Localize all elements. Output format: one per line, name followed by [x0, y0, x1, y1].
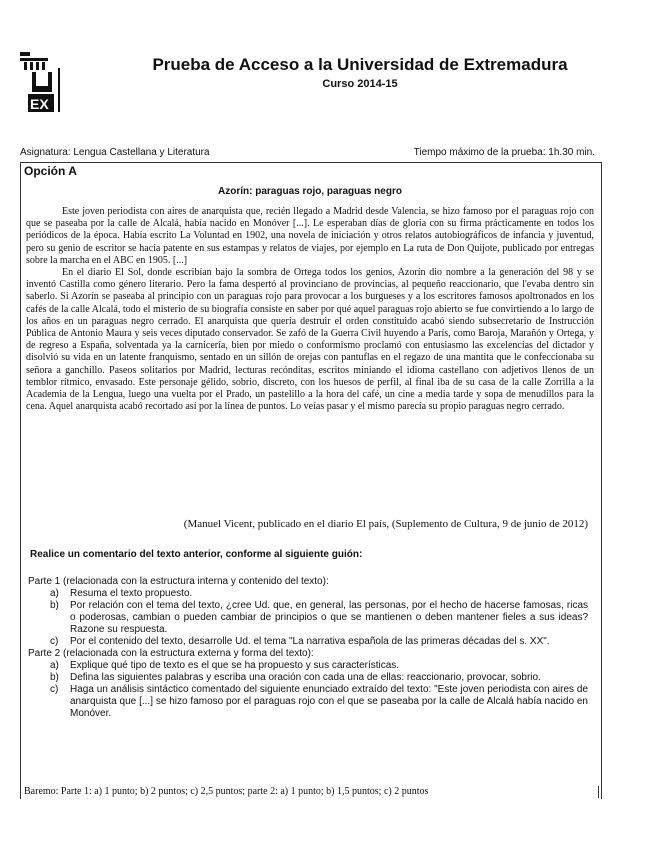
uex-logo	[18, 48, 78, 118]
item-label: b)	[50, 672, 59, 683]
item-label: c)	[50, 684, 59, 695]
item-text: Por relación con el tema del texto, ¿cree Ud. que, en general, las personas, por el hecho de hacerse famosas, ricas o poderosas, cambian o pueden cambiar de principios o que se mantienen o deben mantener fieles a sus ideas? Razone su respuesta.	[70, 600, 588, 635]
instruction: Realice un comentario del texto anterior, conforme al siguiente guión:	[30, 549, 363, 560]
uex-logo-icon	[18, 48, 78, 118]
article-body	[26, 206, 594, 413]
svg-text:EX: EX	[30, 96, 49, 112]
item-text: Defina las siguientes palabras y escriba una oración con cada una de ellas: reaccionario, provocar, sobrio.	[70, 672, 541, 683]
item-text: Haga un análisis sintáctico comentado del siguiente enunciado extraído del texto: "Este joven periodista con aires de anarquista que [...] se hizo famoso por el paraguas rojo con el que se paseaba por la calle de Alcalá había nacido en Monóver.	[70, 684, 588, 719]
item-label: c)	[50, 636, 59, 647]
page-title: Prueba de Acceso a la Universidad de Extremadura	[152, 55, 568, 74]
guide	[28, 576, 588, 720]
option-label: Opción A	[24, 164, 77, 178]
item-label: a)	[50, 660, 59, 671]
paragraph: Este joven periodista con aires de anarquista que, recién llegado a Madrid desde Valencia, se hizo famoso por el paraguas rojo con que se paseaba por la calle de Alcalá, había nacido en Monóver [...]. Le esperaban días de gloria con su firma prácticamente en todos los periódicos de la época. Había escrito La Voluntad en 1902, una novela de iniciación y otros relatos autobiográficos de infancia y juventud, pero su genio de escritor se hacía patente en sus estampas y relatos de viajes, por ejemplo en La ruta de Don Quijote, publicado por entregas sobre la marcha en el ABC en 1905. [...]	[26, 206, 594, 266]
list-item	[28, 684, 588, 720]
item-label: a)	[50, 588, 59, 599]
frame-tick	[598, 786, 599, 798]
subject-label: Asignatura: Lengua Castellana y Literatura	[20, 147, 210, 158]
list-item	[28, 588, 588, 600]
part2-heading: Parte 2 (relacionada con la estructura externa y forma del texto):	[28, 648, 314, 659]
part1-heading: Parte 1 (relacionada con la estructura interna y contenido del texto):	[28, 576, 329, 587]
paragraph: En el diario El Sol, donde escribían bajo la sombra de Ortega todos los genios, Azorín dio nombre a la generación del 98 y se inventó Castilla como género literario. Pero la fama despertó al provinciano de provincias, al pequeño reaccionario, que l'evaba dentro sin saberlo. Si Azorín se paseaba al principio con un paraguas rojo para provocar a los burgueses y a los escritores famosos apoltronados en los cafés de la calle Alcalá, todo el misterio de su biografía consiste en saber por qué aquel paraguas rojo abierto se fue convirtiendo a lo largo de los años en un paraguas negro cerrado. El anarquista que quería destruir el orden constituido acabó siendo subsecretario de Instrucción Pública de Antonio Maura y seis veces diputado conservador. Se zafó de la Guerra Civil huyendo a París, como Baroja, Marañón y Ortega, y de regreso a España, solventada ya la carnicería, bien por miedo o conformismo proclamó con entusiasmo las excelencias del dictador y disolvió su vida en un latente franquismo, sentado en un sillón de orejas con pantuflas en el regazo de una mantita que le confeccionaba su señora a ganchillo. Paseos solitarios por Madrid, lecturas recónditas, escritos miniando el idioma castellano con adjetivos llenos de un temblor rítmico, envasado. Este personaje gélido, sobrio, discreto, con los huesos de perfil, al final iba de su casa de la calle Zorrilla a la Academia de la Lengua, luego una vuelta por el Prado, un pastelillo a la hora del café, un cine a media tarde y sopa de menudillos para la cena. Aquel anarquista acabó recortado así por la línea de puntos. Lo veías pasar y el mismo parecía su propio paraguas negro cerrado.	[26, 267, 594, 413]
list-item	[28, 660, 588, 672]
source-citation: (Manuel Vicent, publicado en el diario El país, (Suplemento de Cultura, 9 de junio de 2012)	[183, 518, 588, 530]
grading-scale: Baremo: Parte 1: a) 1 punto; b) 2 puntos; c) 2,5 puntos; parte 2: a) 1 punto; b) 1,5 puntos; c) 2 puntos	[24, 786, 429, 797]
course-label: Curso 2014-15	[322, 78, 398, 90]
article-title: Azorín: paraguas rojo, paraguas negro	[218, 186, 402, 197]
item-label: b)	[50, 600, 59, 611]
time-limit: Tiempo máximo de la prueba: 1h.30 min.	[413, 147, 595, 158]
list-item	[28, 636, 588, 648]
item-text: Resuma el texto propuesto.	[70, 588, 193, 599]
list-item	[28, 672, 588, 684]
item-text: Explique qué tipo de texto es el que se ha propuesto y sus características.	[70, 660, 400, 671]
list-item	[28, 600, 588, 636]
item-text: Por el contenido del texto, desarrolle Ud. el tema "La narrativa española de las primeras décadas del s. XX".	[70, 636, 550, 647]
